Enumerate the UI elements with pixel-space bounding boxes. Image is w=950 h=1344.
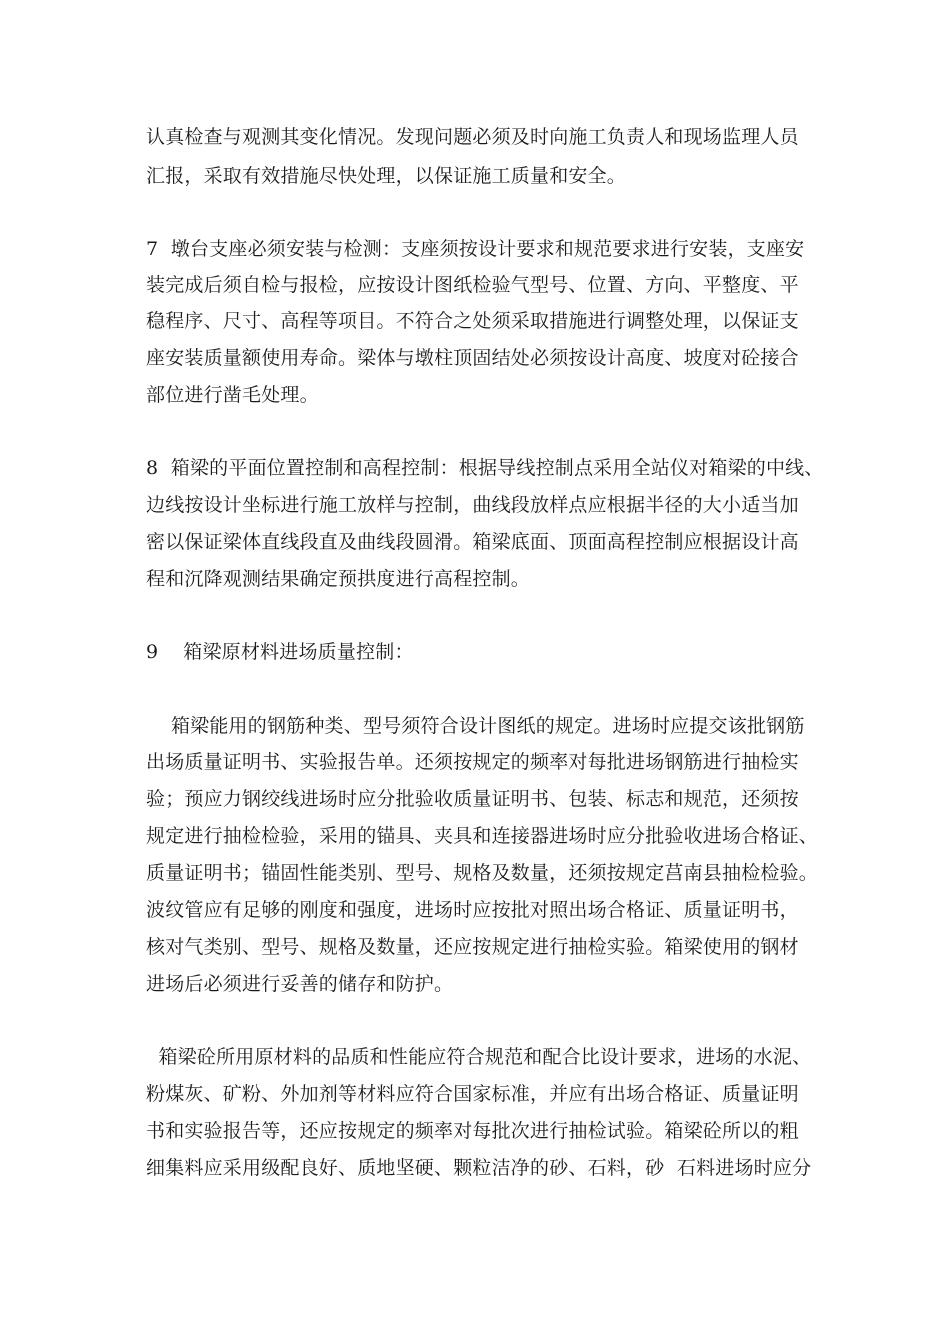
text-line: 稳程序、尺寸、高程等项目。不符合之处须采取措施进行调整处理，以保证支 (146, 310, 799, 332)
text-line: 核对气类别、型号、规格及数量，还应按规定进行抽检实验。箱梁使用的钢材 (146, 936, 799, 958)
text-line: 波纹管应有足够的刚度和强度，进场时应按批对照出场合格证、质量证明书， (146, 899, 799, 921)
text-line: 粉煤灰、矿粉、外加剂等材料应符合国家标准，并应有出场合格证、质量证明 (146, 1083, 799, 1105)
text-line: 程和沉降观测结果确定预拱度进行高程控制。 (146, 568, 531, 590)
text-line: 认真检查与观测其变化情况。发现问题必须及时向施工负责人和现场监理人员 (146, 126, 799, 148)
text-line: 7 墩台支座必须安装与检测：支座须按设计要求和规范要求进行安装，支座安 (146, 238, 805, 260)
text-line: 装完成后须自检与报检，应按设计图纸检验气型号、位置、方向、平整度、平 (146, 274, 799, 296)
text-line: 边线按设计坐标进行施工放样与控制，曲线段放样点应根据半径的大小适当加 (146, 494, 799, 516)
text-line: 座安装质量额使用寿命。梁体与墩柱顶固结处必须按设计高度、坡度对砼接合 (146, 347, 799, 369)
text-line: 出场质量证明书、实验报告单。还须按规定的频率对每批进场钢筋进行抽检实 (146, 751, 799, 773)
text-line: 9 箱梁原材料进场质量控制： (146, 641, 414, 663)
text-line: 部位进行凿毛处理。 (146, 384, 319, 406)
text-line: 8 箱梁的平面位置控制和高程控制：根据导线控制点采用全站仪对箱梁的中线、 (146, 457, 824, 479)
text-line: 箱梁砼所用原材料的品质和性能应符合规范和配合比设计要求，进场的水泥、 (146, 1046, 812, 1068)
text-line: 验；预应力钢绞线进场时应分批验收质量证明书、包装、标志和规范，还须按 (146, 788, 799, 810)
text-line: 书和实验报告等，还应按规定的频率对每批次进行抽检试验。箱梁砼所以的粗 (146, 1120, 799, 1142)
text-line: 质量证明书；锚固性能类别、型号、规格及数量，还须按规定莒南县抽检检验。 (146, 862, 819, 884)
text-line: 密以保证梁体直线段直及曲线段圆滑。箱梁底面、顶面高程控制应根据设计高 (146, 531, 799, 553)
text-line: 进场后必须进行妥善的储存和防护。 (146, 973, 454, 995)
text-line: 细集料应采用级配良好、质地坚硬、颗粒洁净的砂、石料，砂 石料进场时应分 (146, 1157, 812, 1179)
text-line: 规定进行抽检检验，采用的锚具、夹具和连接器进场时应分批验收进场合格证、 (146, 825, 819, 847)
text-line: 箱梁能用的钢筋种类、型号须符合设计图纸的规定。进场时应提交该批钢筋 (146, 715, 805, 737)
text-line: 汇报，采取有效措施尽快处理，以保证施工质量和安全。 (146, 165, 627, 187)
